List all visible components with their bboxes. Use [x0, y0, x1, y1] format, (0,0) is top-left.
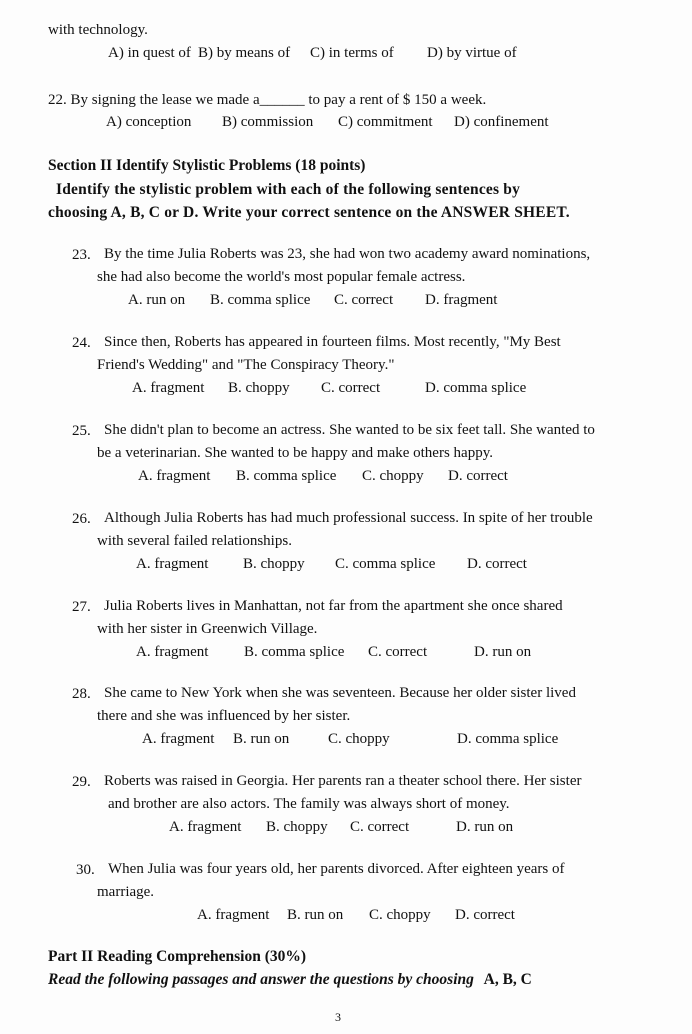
q28-number: 28.: [72, 686, 91, 702]
part2-heading: Part II Reading Comprehension (30%): [48, 948, 307, 965]
q24-option-c: C. correct: [321, 380, 381, 396]
q29-line2: and brother are also actors. The family was always short of money.: [108, 796, 510, 812]
q21-option-c: C) in terms of: [310, 45, 394, 61]
q27-option-c: C. correct: [368, 644, 428, 660]
q21-tail: with technology.: [48, 22, 148, 38]
q26-option-b: B. choppy: [243, 556, 305, 572]
q25-option-d: D. correct: [448, 468, 508, 484]
q23-line2: she had also become the world's most popular female actress.: [97, 269, 466, 285]
q27-line1: Julia Roberts lives in Manhattan, not far from the apartment she once shared: [104, 598, 563, 614]
q29-option-c: C. correct: [350, 819, 410, 835]
q30-number: 30.: [76, 862, 95, 878]
q30-option-a: A. fragment: [197, 907, 270, 923]
q26-number: 26.: [72, 511, 91, 527]
part2-choices: A, B, C: [483, 971, 532, 988]
q26-option-a: A. fragment: [136, 556, 209, 572]
q24-option-a: A. fragment: [132, 380, 205, 396]
q27-option-a: A. fragment: [136, 644, 209, 660]
q29-line1: Roberts was raised in Georgia. Her parents ran a theater school there. Her sister: [104, 773, 582, 789]
q22-stem: [48, 92, 486, 109]
q25-option-a: A. fragment: [138, 468, 211, 484]
q30-option-c: C. choppy: [369, 907, 431, 923]
q25-option-b: B. comma splice: [236, 468, 337, 484]
q28-option-b: B. run on: [233, 731, 290, 747]
q25-number: 25.: [72, 423, 91, 439]
q26-option-c: C. comma splice: [335, 556, 436, 572]
q27-line2: with her sister in Greenwich Village.: [97, 621, 318, 637]
q24-option-b: B. choppy: [228, 380, 290, 396]
q24-line2: Friend's Wedding" and "The Conspiracy Theory.": [97, 357, 395, 373]
q22-number: 22.: [48, 92, 67, 108]
q23-option-a: A. run on: [128, 292, 186, 308]
q28-line2: there and she was influenced by her sister.: [97, 708, 351, 724]
section2-heading: Section II Identify Stylistic Problems (18 points): [48, 157, 366, 174]
q23-option-d: D. fragment: [425, 292, 498, 308]
q23-option-c: C. correct: [334, 292, 394, 308]
q24-line1: Since then, Roberts has appeared in fourteen films. Most recently, "My Best: [104, 334, 561, 350]
q23-option-b: B. comma splice: [210, 292, 311, 308]
q27-number: 27.: [72, 599, 91, 615]
q28-option-d: D. comma splice: [457, 731, 559, 747]
q26-option-d: D. correct: [467, 556, 527, 572]
q24-number: 24.: [72, 335, 91, 351]
section2-instruction-line2: choosing A, B, C or D. Write your correct sentence on the ANSWER SHEET.: [48, 204, 570, 221]
q28-option-a: A. fragment: [142, 731, 215, 747]
q26-line1: Although Julia Roberts has had much professional success. In spite of her trouble: [104, 510, 593, 526]
q29-option-d: D. run on: [456, 819, 514, 835]
q29-option-a: A. fragment: [169, 819, 242, 835]
q30-option-b: B. run on: [287, 907, 344, 923]
part2-instruction: [48, 971, 532, 989]
q22-option-c: C) commitment: [338, 114, 433, 130]
q25-line1: She didn't plan to become an actress. She wanted to be six feet tall. She wanted to: [104, 422, 595, 438]
q21-option-d: D) by virtue of: [427, 45, 517, 61]
q29-option-b: B. choppy: [266, 819, 328, 835]
q21-option-a: A) in quest of: [108, 45, 191, 61]
q23-number: 23.: [72, 247, 91, 263]
q25-line2: be a veterinarian. She wanted to be happy and make others happy.: [97, 445, 493, 461]
q24-option-d: D. comma splice: [425, 380, 527, 396]
q27-option-b: B. comma splice: [244, 644, 345, 660]
q27-option-d: D. run on: [474, 644, 532, 660]
page-number: 3: [335, 1010, 341, 1024]
q25-option-c: C. choppy: [362, 468, 424, 484]
q23-line1: By the time Julia Roberts was 23, she had won two academy award nominations,: [104, 246, 591, 262]
q26-line2: with several failed relationships.: [97, 533, 292, 549]
q30-line2: marriage.: [97, 884, 155, 900]
section2-instruction-line1: Identify the stylistic problem with each of the following sentences by: [56, 181, 521, 198]
q22-text-before: By signing the lease we made a: [70, 92, 260, 108]
q22-option-d: D) confinement: [454, 114, 549, 130]
q22-text-after: to pay a rent of $ 150 a week.: [308, 92, 487, 108]
q21-option-b: B) by means of: [198, 45, 291, 61]
q29-number: 29.: [72, 774, 91, 790]
q22-option-a: A) conception: [106, 114, 192, 130]
q30-option-d: D. correct: [455, 907, 515, 923]
part2-instruction-text: Read the following passages and answer the questions by choosing: [48, 971, 474, 988]
q28-line1: She came to New York when she was seventeen. Because her older sister lived: [104, 685, 576, 701]
q22-option-b: B) commission: [222, 114, 314, 130]
q28-option-c: C. choppy: [328, 731, 390, 747]
q30-line1: When Julia was four years old, her parents divorced. After eighteen years of: [108, 861, 565, 877]
q22-blank: ______: [259, 92, 305, 108]
